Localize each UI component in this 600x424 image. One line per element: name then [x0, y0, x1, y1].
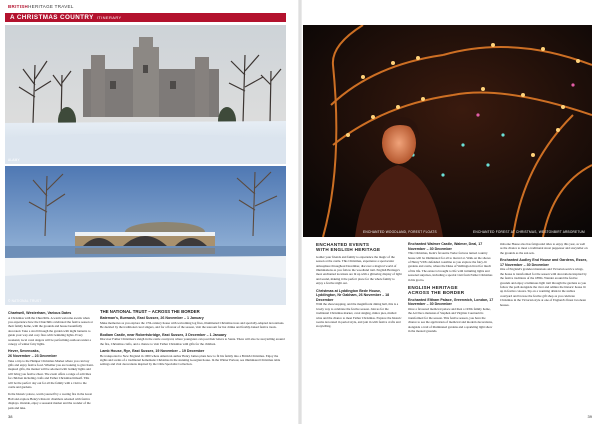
- running-header: [8, 4, 74, 9]
- photo-illuminated-woodland: [303, 25, 592, 237]
- section-title: A CHRISTMAS COUNTRY: [10, 14, 94, 21]
- left-column-2: [100, 309, 286, 413]
- page-gutter: [298, 0, 302, 424]
- heading-hever-dates: 26 November – 23 December: [8, 354, 57, 359]
- national-trust-title: THE NATIONAL TRUST – ACROSS THE BORDER: [100, 309, 200, 314]
- paragraph-osborne: Osborne House also has fairground rides to enjoy this year, as well as the chance to meet a traditional street puppeteer and storyteller on the grounds as the sun sets.: [500, 242, 588, 255]
- heading-audley-end: Enchanted Audley End House and Gardens, Essex, 17 November – 30 December: [500, 258, 588, 267]
- photo-snowy-castle: [5, 25, 286, 164]
- paragraph-audley-end: One of England's grandest mansions and Victorian service wings, the house is transformed for the season with decorations inspired by the festive traditions of the 1880s. Wander around the festive grounds and enjoy a luminous light trail through the gardens as you follow the path alongside the river and admire the historic house lit up in festive colours. Sip on a warming drink in the stables courtyard and browse the festive gift shop as you celebrate Christmas in the Victorian style at one of England's finest Jacobean houses.: [500, 267, 587, 307]
- paragraph-eltham: Once a favoured medieval palace and then a 1930s family home, the Art Deco mansion of Stephen and Virginia Courtauld is transformed for the season. This festive season, you have the chance to see the application of medieval and modern decorations, alongside a trail of illuminated gardens and a sparkling light show in the moated grounds.: [408, 307, 493, 334]
- across-border-title: [408, 285, 494, 296]
- heading-chartwell: Chartwell, Westerham, Various Dates: [8, 311, 72, 315]
- page-number-right: 39: [587, 414, 592, 419]
- heading-bodiam: Bodiam Castle, near Robertsbridge, East Sussex, 3 December – 1 January: [100, 332, 227, 337]
- paragraph-batemans: Make memories as you explore the 17th-century house with welcoming log fires, illuminated Christmas trees and specially-adapted decorations. Be dazzled by the traditional carol singers, and for a flavour of the season, visit the tearoom for hot drinks and freshly-baked festive treats.: [100, 320, 285, 330]
- enchanted-events-title: [316, 242, 402, 253]
- across-border-title-line-1: ENGLISH HERITAGE: [408, 285, 458, 291]
- across-border-title-line-2: ACROSS THE BORDER: [408, 290, 465, 296]
- right-column-1: [316, 242, 402, 414]
- left-column-1: [8, 309, 94, 413]
- paragraph-hever-1: Take a trip to the Hamper Christmas Market where you can buy gifts and enjoy festive food. Whether you are looking to give Kent-inspired gifts, the market will be adorned with twinkly lights and will bring you festive cheer. The event offers a range of activities for children including crafts and Father Christmas himself. This will be the perfect day out for all the family with a visit to the castle and gardens.: [8, 358, 94, 390]
- illuminated-woodland-illustration: [303, 25, 592, 237]
- heading-lamb-house: Lamb House, Rye, East Sussex, 19 November – 19 December: [100, 349, 205, 354]
- paragraph-enchanted-intro: Gather your friends and family to experience the magic of the season at the castle. This Christmas, experience a spectacular atmosphere throughout December, discover a magical world of illuminations as you follow the woodland trail. English Heritage's most enchanted locations are lit up with a glittering display of light and sound, making it the perfect place for the whole family to enjoy a festive night out.: [316, 254, 402, 286]
- heading-hever: Hever, Sevenoaks,: [8, 349, 40, 354]
- paragraph-lyddington: With the showstopping, and the magnificent dining hall, this is a lovely way to celebrate the festive season. Join us for the traditional Christmas market, carol singing, mince pies, mulled wine and the chance to meet Father Christmas. Explore the historic rooms decorated in period style, and join in with festive crafts and storytelling.: [316, 302, 402, 329]
- runner-brand: BRITISH: [8, 4, 29, 9]
- snowy-castle-illustration: [5, 25, 286, 164]
- photo-credit-top: ALAMY: [8, 158, 20, 162]
- enchanted-events-title-line-2: WITH ENGLISH HERITAGE: [316, 247, 381, 253]
- heading-lyddington: Christmas at Lyddington Bede House, Lyddington, Nr Oakham, 26 November – 18 December: [316, 288, 390, 302]
- right-page: [300, 0, 600, 424]
- photo-snowy-bridge: [5, 166, 286, 305]
- right-column-2: [408, 242, 494, 414]
- right-column-3: [500, 242, 588, 414]
- paragraph-chartwell: A Christmas with the Churchills. A warm welcome awaits when you experience how the Churchills celebrated the festive season at their family home, with the grounds and house beautifully decorated. Take a stroll through the garden with night lanterns to guide your way and cosy fires with twinkling lights. Every weekend, local carol singers will be performing outdoors under a canopy of winter fairy lights.: [8, 315, 93, 347]
- paragraph-bodiam: Discover Father Christmas's sleigh in the castle courtyard, where youngsters can post their letters to Santa. There will also be storytelling around the fire, Christmas crafts, and a chance to visit Father Christmas with gifts for the children.: [100, 337, 285, 346]
- paragraph-lamb-house: Be transported to New England in 1900 where American author Henry James plans how to fit his family into a British Christmas. Enjoy the sights and scents of a traditional homemade Christmas in the stunning Georgian house. In the Winter Parlour, see illuminated Christmas table settings and visit decorations inspired by the Chile Specialist Collection.: [100, 353, 281, 367]
- photo-credit-bottom: © NATIONAL TRUST: [8, 299, 42, 303]
- enchanted-events-title-line-1: ENCHANTED EVENTS: [316, 242, 370, 247]
- paragraph-hever-2: In the historic palace, warm yourself by a roaring fire in the Great Hall and explore Henry's historic chambers adorned with festive displays. Outside, enjoy a seasonal market and the wonder of the park and lake.: [8, 392, 92, 410]
- page-number-left: 38: [8, 414, 13, 419]
- photo-credit-right-2: ENCHANTED FOREST AT CHRISTMAS, WESTONBIRT ARBORETUM: [473, 230, 585, 234]
- heading-batemans: Bateman's, Burwash, East Sussex, 26 November – 1 January: [100, 316, 204, 321]
- heading-eltham: Enchanted Eltham Palace, Greenwich, London, 17 November – 30 December: [408, 297, 494, 307]
- runner-rest: HERITAGE TRAVEL: [28, 4, 74, 9]
- snowy-bridge-illustration: [5, 166, 286, 305]
- photo-credit-right-1: ENCHANTED WOODLAND, FOREST FLOATS: [363, 230, 437, 234]
- paragraph-walmer: This Christmas, Kent's favourite Tudor fortress turned country house will be illuminated for all to marvel at. Walk on the shores of Henry VIII's defended coastline as you explore the fairy-lit gardens and castle, where the Duke of Wellington lived for much of his life. The estate is brought to life with twinkling lights and seasonal surprises, including a special visit from Father Christmas in his grotto.: [408, 251, 493, 282]
- section-title-wrap: [10, 14, 122, 21]
- section-header-bar: [5, 13, 286, 22]
- heading-walmer: Enchanted Walmer Castle, Walmer, Deal, 17 November – 30 December: [408, 242, 483, 251]
- section-subtitle: ITINERARY: [96, 15, 122, 20]
